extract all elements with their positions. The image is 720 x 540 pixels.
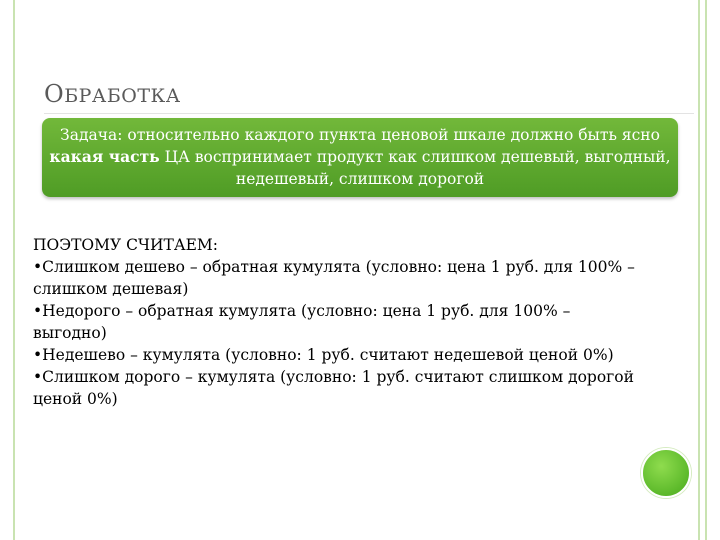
task-callout-box [42, 118, 678, 197]
decorative-green-circle [641, 448, 691, 498]
body-item-too-cheap: •Слишком дешево – обратная кумулята (условно: цена 1 руб. для 100% – слишком дешевая) [33, 258, 635, 298]
right-frame-bar [698, 0, 707, 540]
callout-text-start: Задача: относительно каждого пункта ценовой шкале должно быть ясно [60, 126, 660, 144]
title-rest: БРАБОТКА [64, 85, 181, 107]
title-divider [44, 113, 694, 114]
slide-title [44, 80, 181, 108]
body-item-inexpensive: •Недорого – обратная кумулята (условно: цена 1 руб. для 100% – выгодно) [33, 302, 571, 342]
body-item-not-cheap: •Недешево – кумулята (условно: 1 руб. считают недешевой ценой 0%) [33, 346, 614, 364]
title-first-letter: О [44, 80, 65, 108]
body-content [33, 234, 643, 410]
body-heading: ПОЭТОМУ СЧИТАЕМ: [33, 236, 218, 254]
callout-bold-text: какая часть [49, 147, 160, 166]
callout-text-end: ЦА воспринимает продукт как слишком дешевый, выгодный, недешевый, слишком дорогой [159, 148, 671, 188]
left-frame-bar [0, 0, 15, 540]
body-item-too-expensive: •Слишком дорого – кумулята (условно: 1 руб. считают слишком дорогой ценой 0%) [33, 368, 634, 408]
